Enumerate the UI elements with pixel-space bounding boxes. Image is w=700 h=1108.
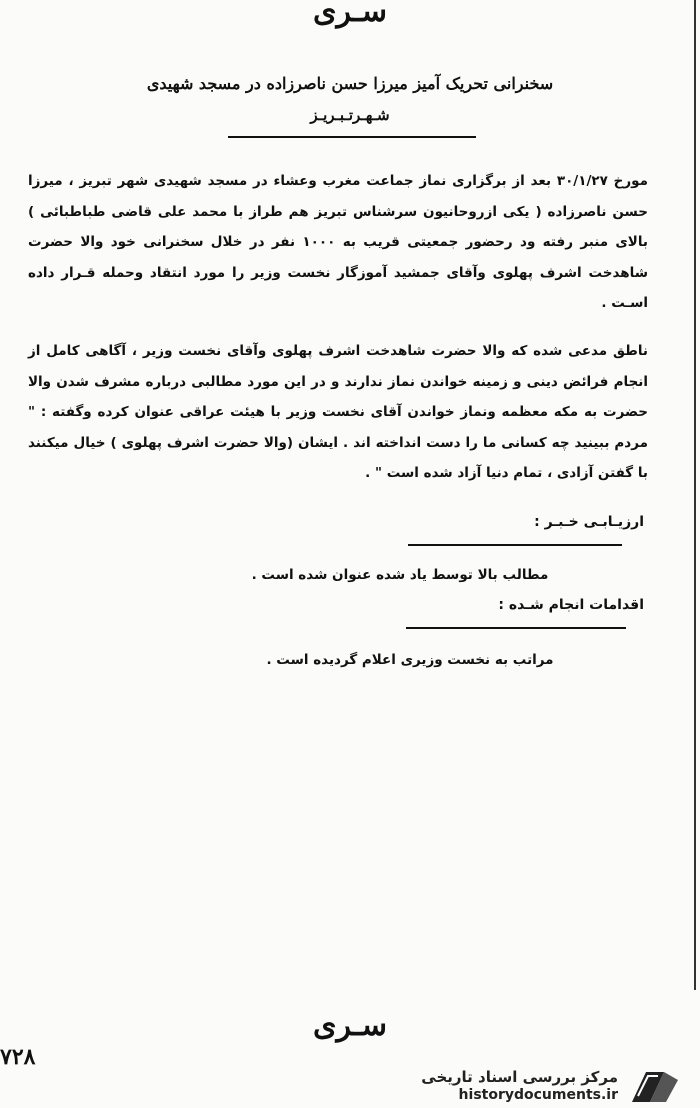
classification-stamp-top: سـری [313,0,387,29]
body-paragraph-2: ناطق مدعی شده که والا حضرت شاهدخت اشرف پهلوی وآقای نخست وزیر ، آگاهی کامل از انجام فرائض دینی و زمینه خواندن نماز ندارند و در این مورد مطالبی درباره مشرف شدن والا حضرت به مکه معظمه ونماز خواندن آقای نخست وزیر با هیئت عراقی عنوان کرده وگفته : " مردم ببینید چه کسانی ما را دست انداخته اند . ایشان (والا حضرت اشرف پهلوی ) خیال میکنند با گفتن آزادی ، تمام دنیا آزاد شده است " . [28,343,648,481]
page-number: ۷۲۸ [0,1044,36,1070]
actions-heading: اقدامات انجام شـده : [498,597,644,613]
document-subtitle: شـهـرتـبـریـز [310,106,390,124]
assessment-underline [408,544,622,546]
watermark-name: مرکز بررسی اسناد تاریخی [421,1068,618,1086]
subtitle-underline [228,136,476,138]
page-edge-line [694,0,696,990]
archive-logo-icon [624,1066,684,1106]
actions-underline [406,627,626,629]
watermark-url: historydocuments.ir [458,1087,618,1103]
actions-text: مراتب به نخست وزیری اعلام گردیده است . [266,652,554,668]
assessment-heading: ارزیـابـی خـبـر : [534,514,644,530]
watermark [412,1064,694,1108]
document-title: سخنرانی تحریک آمیز میرزا حسن ناصرزاده در مسجد شهیدی [146,74,554,93]
classification-stamp-bottom: سـری [313,1008,387,1043]
body-paragraph-1: مورخ ۳۰/۱/۲۷ بعد از برگزاری نماز جماعت مغرب وعشاء در مسجد شهیدی شهر تبریز ، میرزا حسن ناصرزاده ( یکی ازروحانیون سرشناس تبریز هم طراز با محمد علی قاضی طباطبائی ) بالای منبر رفته ود رحضور جمعیتی قریب به ۱۰۰۰ نفر در خلال سخنرانی خود والا حضرت شاهدخت اشرف پهلوی وآقای جمشید آموزگار نخست وزیر را مورد انتقاد وحمله قـرار داده اسـت . [28,173,648,311]
assessment-text: مطالب بالا توسط یاد شده عنوان شده است . [251,567,549,583]
